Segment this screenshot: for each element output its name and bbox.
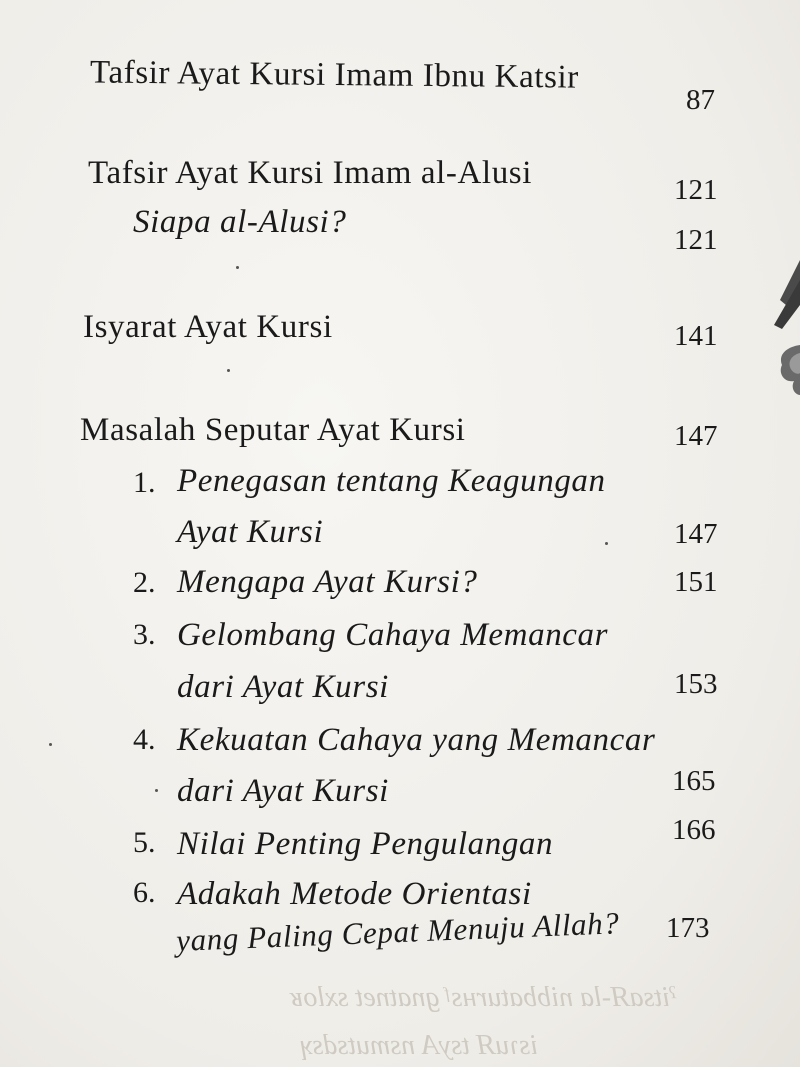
show-through-text: ˀitsaЯ-la nibbaturʜsᶠ gnatnet sxloʁ bbox=[290, 982, 678, 1013]
subitem-index: 5. bbox=[133, 826, 156, 859]
subitem-title: Penegasan tentang Keagungan bbox=[177, 463, 606, 499]
ink-speck bbox=[605, 542, 608, 545]
toc-entry-page: 141 bbox=[674, 320, 718, 352]
ink-speck bbox=[236, 266, 239, 269]
subitem-page: 166 bbox=[672, 814, 716, 846]
ornament-icon bbox=[768, 255, 800, 415]
subitem-index: 1. bbox=[133, 466, 156, 499]
toc-entry-title: Tafsir Ayat Kursi Imam Ibnu Katsir bbox=[89, 54, 580, 96]
subitem-title-continued: Ayat Kursi bbox=[177, 514, 324, 550]
subitem-title: Nilai Penting Pengulangan bbox=[177, 826, 554, 862]
toc-entry-title: Isyarat Ayat Kursi bbox=[83, 309, 333, 345]
subitem-page: 173 bbox=[666, 912, 710, 944]
show-through-text: isɿuЯ tsyA nsmutsdsʞ bbox=[300, 1030, 538, 1061]
subitem-index: 4. bbox=[133, 723, 156, 756]
subitem-index: 3. bbox=[133, 618, 156, 651]
subitem-page: 153 bbox=[674, 668, 718, 700]
subitem-title: Gelombang Cahaya Memancar bbox=[177, 617, 609, 653]
ink-speck bbox=[49, 743, 52, 746]
subitem-page: 165 bbox=[672, 765, 716, 797]
subitem-index: 2. bbox=[133, 566, 156, 599]
toc-entry-page: 147 bbox=[674, 420, 718, 452]
toc-entry-page: 121 bbox=[674, 174, 718, 206]
toc-entry-page: 121 bbox=[674, 224, 718, 256]
ink-speck bbox=[227, 369, 230, 372]
subitem-title-continued: dari Ayat Kursi bbox=[177, 669, 389, 705]
subitem-index: 6. bbox=[133, 876, 156, 909]
subitem-title: Mengapa Ayat Kursi? bbox=[177, 564, 478, 600]
toc-entry-title: Tafsir Ayat Kursi Imam al-Alusi bbox=[88, 155, 533, 191]
subitem-title-continued: dari Ayat Kursi bbox=[177, 773, 389, 809]
toc-entry-title: Siapa al-Alusi? bbox=[133, 204, 347, 240]
subitem-title-continued: yang Paling Cepat Menuju Allah? bbox=[175, 905, 620, 959]
toc-entry-page: 87 bbox=[686, 84, 715, 116]
subitem-page: 147 bbox=[674, 518, 718, 550]
subitem-page: 151 bbox=[674, 566, 718, 598]
subitem-title: Kekuatan Cahaya yang Memancar bbox=[177, 722, 656, 758]
ink-speck bbox=[155, 789, 158, 792]
subitem-title: Adakah Metode Orientasi bbox=[177, 876, 532, 912]
toc-entry-title: Masalah Seputar Ayat Kursi bbox=[80, 412, 466, 448]
